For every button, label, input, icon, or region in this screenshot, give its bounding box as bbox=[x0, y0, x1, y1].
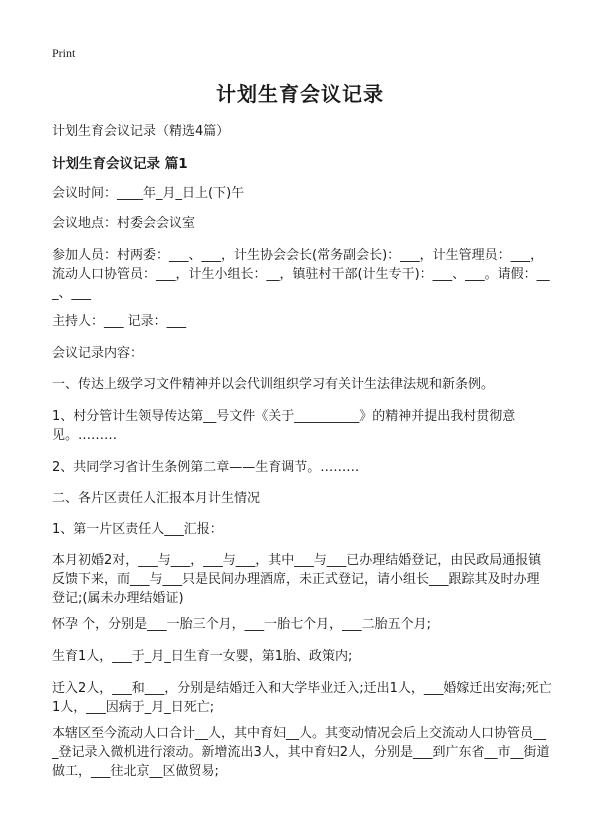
birth-report-paragraph: 生育1人，___于_月_日生育一女婴，第1胎、政策内; bbox=[52, 649, 353, 664]
agenda-item-two: 二、各片区责任人汇报本月计生情况 bbox=[52, 491, 261, 506]
attendees-paragraph: 参加人员：村两委：___、___，计生协会会长(常务副会长)：___，计生管理员：___，流动人口协管员：___，计生小组长：__，镇驻村干部(计生专干)：___、___。请假：___、___ bbox=[52, 248, 550, 301]
host-recorder-paragraph: 主持人：___ 记录：___ bbox=[52, 314, 187, 329]
meeting-time-paragraph: 会议时间：____年_月_日上(下)午 bbox=[52, 186, 245, 201]
floating-population-paragraph: 本辖区至今流动人口合计__人，其中育妇__人。其变动情况会后上交流动人口协管员___登记录入微机进行滚动。新增流出3人，其中育妇2人，分别是___到广东省__市__街道做工，___往北京__区做贸易; bbox=[52, 726, 550, 779]
pregnancy-report-paragraph: 怀孕 个，分别是___一胎三个月，___一胎七个月，___二胎五个月; bbox=[52, 617, 432, 632]
print-label: Print bbox=[52, 46, 76, 60]
meeting-content-label: 会议记录内容： bbox=[52, 346, 144, 361]
agenda-item-one-point-one: 1、村分管计生领导传达第__号文件《关于__________》的精神并提出我村贯彻意见。……… bbox=[52, 409, 516, 443]
agenda-item-one-point-two: 2、共同学习省计生条例第二章——生育调节。……… bbox=[52, 460, 360, 475]
document-subtitle: 计划生育会议记录（精选4篇） bbox=[52, 124, 230, 139]
meeting-location-paragraph: 会议地点：村委会会议室 bbox=[52, 216, 196, 231]
marriage-report-paragraph: 本月初婚2对，___与___，___与___，其中___与___已办理结婚登记，由民政局通报镇反馈下来，而___与___只是民间办理酒席，未正式登记，请小组长___跟踪其及时办理登记;(属未办理结婚证) bbox=[52, 553, 542, 606]
section-heading: 计划生育会议记录 篇1 bbox=[52, 156, 188, 172]
migration-report-paragraph: 迁入2人，___和___，分别是结婚迁入和大学毕业迁入;迁出1人，___婚嫁迁出安海;死亡1人，___因病于_月_日死亡; bbox=[52, 681, 552, 715]
district-one-report-heading: 1、第一片区责任人___汇报： bbox=[52, 522, 223, 537]
agenda-item-one: 一、传达上级学习文件精神并以会代训组织学习有关计生法律法规和新条例。 bbox=[52, 377, 495, 392]
document-title: 计划生育会议记录 bbox=[216, 82, 384, 106]
